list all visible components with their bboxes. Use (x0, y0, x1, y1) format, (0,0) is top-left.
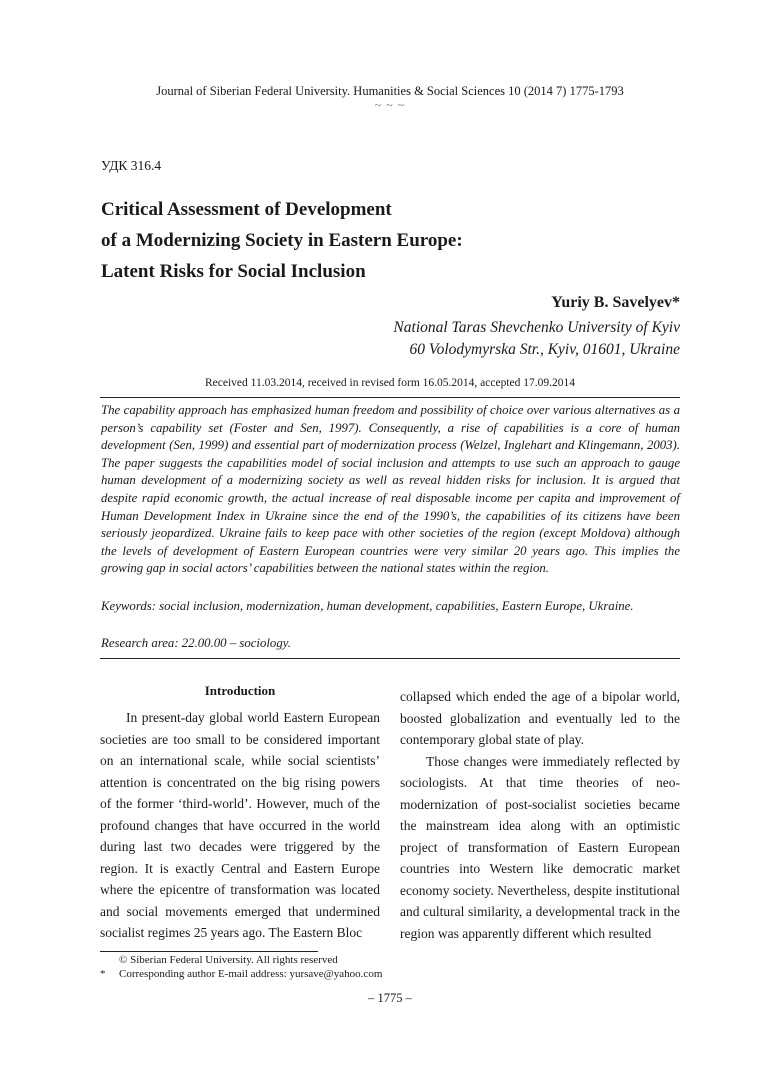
keywords: Keywords: social inclusion, modernization, human development, capabilities, Eastern Europe, Ukraine. (101, 599, 634, 613)
intro-paragraph-1: In present-day global world Eastern European societies are too small to be considered important on an international scale, while social scientists’ attention is concentrated on the big rising powers of the former ‘third-world’. However, much of the profound changes that have occurred in the world during last two decades were triggered by the region. It is exactly Central and Eastern Europe where the epicentre of transformation was located and social movements emerged that undermined socialist regimes 25 years ago. The Eastern Bloc (100, 710, 380, 940)
title-line-3: Latent Risks for Social Inclusion (101, 261, 366, 282)
affiliation-line-2: 60 Volodymyrska Str., Kyiv, 01601, Ukraine (409, 341, 680, 358)
author-name: Yuriy B. Savelyev* (551, 294, 680, 311)
footnote-rule (100, 951, 318, 952)
page-number: – 1775 – (368, 991, 412, 1005)
section-heading-introduction: Introduction (204, 683, 276, 698)
corresponding-text: Corresponding author E-mail address: yursave@yahoo.com (119, 968, 383, 980)
abstract-bottom-rule (100, 658, 680, 659)
received-dates: Received 11.03.2014, received in revised form 16.05.2014, accepted 17.09.2014 (204, 377, 576, 389)
affiliation-line-1: National Taras Shevchenko University of Kyiv (393, 319, 680, 336)
title-line-2: of a Modernizing Society in Eastern Europe: (101, 230, 463, 251)
author-affiliation (393, 317, 680, 361)
journal-header: Journal of Siberian Federal University. Humanities & Social Sciences 10 (2014 7) 1775-1793 (156, 84, 624, 98)
research-area: Research area: 22.00.00 – sociology. (101, 636, 291, 650)
abstract-top-rule (100, 397, 680, 398)
footnote-copyright (100, 953, 382, 967)
footnote-corresponding-author (100, 967, 382, 981)
left-column (100, 707, 380, 944)
udk-code: УДК 316.4 (101, 158, 162, 173)
intro-paragraph-2: Those changes were immediately reflected by sociologists. At that time theories of neo-modernization of post-socialist societies became the mainstream idea along with an optimistic project of transformation of Eastern European countries into Western like democratic market economy society. Nevertheless, despite institutional and cultural similarity, a developmental track in the region was apparently different which resulted (400, 753, 680, 941)
paper-title (101, 194, 661, 287)
abstract: The capability approach has emphasized human freedom and possibility of choice over various alternatives as a person’s capability set (Foster and Sen, 1997). Consequently, a rise of capabilities is a core of human development (Sen, 1999) and essential part of modernization process (Welzel, Inglehart and Klingemann, 2003). The paper suggests the capabilities model of social inclusion and attempts to use such an approach to gauge human development of a modernizing society as well as reveal hidden risks for inclusion. It is argued that despite rapid economic growth, the actual increase of real disposable income per capita and improvement of Human Development Index in Ukraine since the end of the 1990’s, the capabilities of its citizens have been seriously jeopardized. Ukraine fails to keep pace with other societies of the region (except Moldova) although the levels of development of Eastern European countries were very similar 20 years ago. This implies the growing gap in social actors’ capabilities between the national states within the region. (101, 403, 680, 576)
title-line-1: Critical Assessment of Development (101, 199, 392, 220)
copyright-text: © Siberian Federal University. All rights reserved (119, 954, 338, 966)
footnotes (100, 953, 382, 981)
header-ornament: ~ ~ ~ (374, 98, 406, 112)
intro-paragraph-1-continued: collapsed which ended the age of a bipolar world, boosted globalization and eventually led to the contemporary global state of play. (400, 689, 680, 747)
right-column (400, 686, 680, 944)
asterisk-mark: * (100, 968, 106, 980)
